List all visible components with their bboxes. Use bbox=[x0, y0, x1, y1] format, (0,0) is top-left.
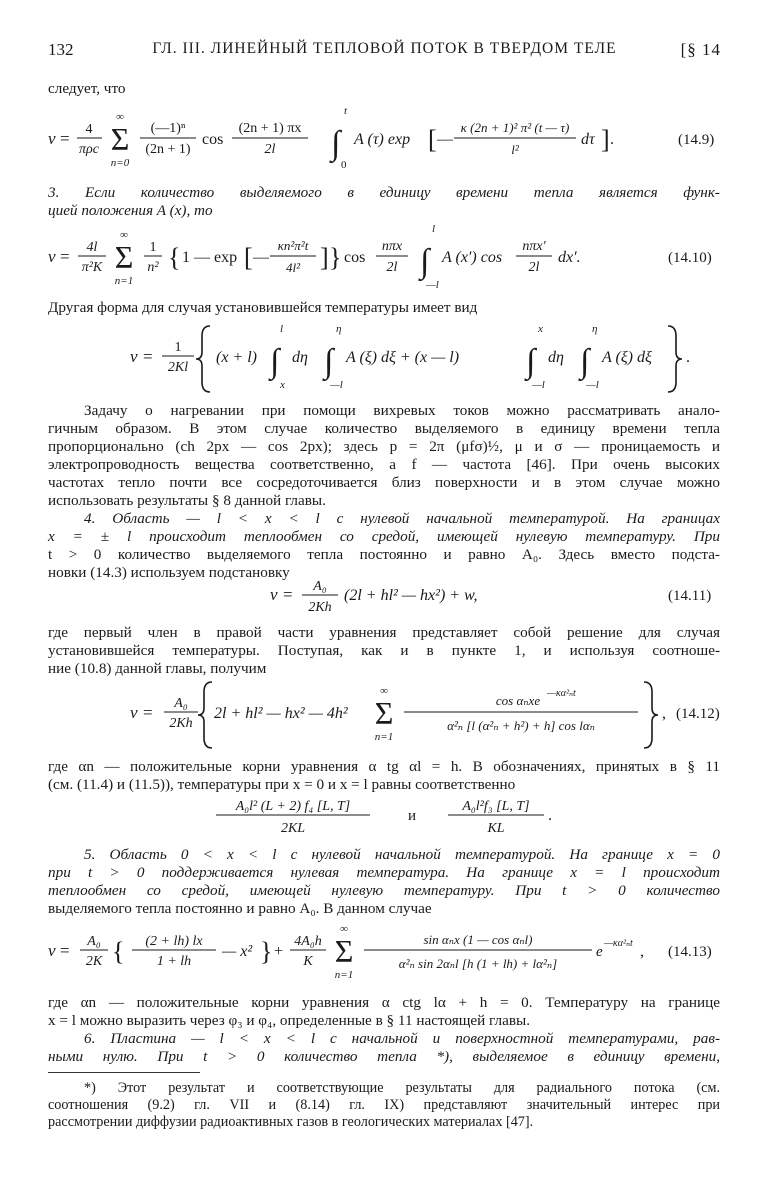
text-line bbox=[48, 864, 720, 882]
svg-text:A₀l²f₃ [L, T]: A₀l²f₃ [L, T] bbox=[462, 799, 530, 814]
equation-number: (14.12) bbox=[676, 706, 720, 722]
svg-text:(2 + lh) lx: (2 + lh) lx bbox=[145, 934, 203, 949]
footnote-line: *) Этот результат и соответствующие результаты для радиального потока (см. bbox=[84, 1080, 720, 1096]
text-line bbox=[48, 882, 720, 900]
svg-text:Σ: Σ bbox=[110, 121, 130, 157]
italic-text: 5. Область 0 < x < l с нулевой начальной температурой. На границе x = 0 bbox=[84, 846, 720, 863]
svg-text:=: = bbox=[143, 347, 153, 366]
equation-14-13 bbox=[48, 918, 720, 990]
svg-text:∫: ∫ bbox=[580, 343, 590, 380]
page-header bbox=[48, 40, 721, 66]
italic-text: теплообмен со средой, имеющей нулевую температуру. При t > 0 количество bbox=[48, 882, 720, 899]
svg-text:2l: 2l bbox=[386, 260, 398, 275]
footnote-line: рассмотрении диффузии радиоактивных газов в геологических материалах [47]. bbox=[48, 1114, 534, 1130]
svg-text:{: { bbox=[112, 937, 125, 966]
svg-text:2Kh: 2Kh bbox=[169, 716, 193, 731]
text-line bbox=[48, 846, 720, 864]
svg-text:2l: 2l bbox=[528, 260, 540, 275]
svg-text:(2n + 1): (2n + 1) bbox=[145, 142, 191, 157]
equation-number: (14.11) bbox=[668, 588, 712, 604]
svg-text:=: = bbox=[143, 703, 153, 722]
text-line: выделяемого тепла постоянно и равно A₀. В данном случае bbox=[48, 900, 432, 917]
svg-text:—l: —l bbox=[586, 379, 599, 391]
svg-text:1: 1 bbox=[149, 240, 157, 255]
svg-text:]: ] bbox=[320, 243, 329, 272]
equation-steady-state bbox=[48, 322, 720, 396]
svg-text:n²: n² bbox=[147, 260, 159, 275]
text-line: где αn — положительные корни уравнения α tg αl = h. В обозначениях, принятых в § 11 bbox=[48, 758, 720, 775]
equation-14-12 bbox=[48, 676, 720, 754]
italic-text: цией положения A (x), то bbox=[48, 202, 213, 219]
footnote-separator bbox=[48, 1072, 200, 1073]
svg-text:πρc: πρc bbox=[79, 142, 99, 157]
svg-text:,: , bbox=[662, 705, 666, 722]
svg-text:и: и bbox=[408, 808, 417, 824]
text-line bbox=[48, 510, 720, 528]
svg-text:2K: 2K bbox=[85, 954, 103, 969]
svg-text:∫: ∫ bbox=[324, 343, 334, 380]
svg-text:n=1: n=1 bbox=[114, 275, 134, 287]
svg-text:α²ₙ [l (α²ₙ + h²) + h] cos lαₙ: α²ₙ [l (α²ₙ + h²) + h] cos lαₙ bbox=[447, 718, 595, 733]
svg-text:∞: ∞ bbox=[340, 923, 348, 935]
text-line bbox=[48, 202, 720, 220]
text-line: Задачу о нагревании при помощи вихревых токов можно рассматривать анало- bbox=[84, 402, 720, 419]
svg-text:v: v bbox=[48, 129, 56, 148]
svg-text:=: = bbox=[60, 941, 70, 960]
svg-text:0: 0 bbox=[341, 159, 347, 171]
text-line: пропорционально (ch 2px — cos 2px); здесь p = 2π (μfσ)½, μ и σ — проницаемость и bbox=[48, 438, 720, 455]
svg-text:cos: cos bbox=[202, 131, 224, 148]
footnote-line: соотношения (9.2) гл. VII и (8.14) гл. IX) представляют значительный интерес при bbox=[48, 1097, 720, 1113]
svg-text:κn²π²t: κn²π²t bbox=[277, 238, 309, 253]
svg-text:2Kl: 2Kl bbox=[167, 360, 189, 375]
svg-text:A (τ) exp: A (τ) exp bbox=[354, 131, 411, 148]
svg-text:v: v bbox=[130, 703, 138, 722]
section-reference: [§ 14 bbox=[680, 40, 721, 59]
equation-boundary-temperatures bbox=[48, 794, 720, 838]
text-line bbox=[48, 528, 720, 546]
svg-text:∫: ∫ bbox=[420, 243, 430, 280]
svg-text:1 — exp: 1 — exp bbox=[182, 249, 238, 266]
text-line: установившейся температуры. Поступая, как и в пункте 1, и используя соотноше- bbox=[48, 642, 720, 659]
svg-text:{: { bbox=[168, 243, 181, 272]
italic-text: ными нулю. При t > 0 количество тепла *), выделяемое в единицу времени, bbox=[48, 1048, 720, 1065]
svg-text:A (ξ) dξ: A (ξ) dξ bbox=[602, 349, 652, 366]
text-line: x = l можно выразить через φ₃ и φ₄, определенные в § 11 настоящей главы. bbox=[48, 1012, 531, 1029]
svg-text:,: , bbox=[640, 943, 644, 960]
svg-text:}: } bbox=[329, 243, 342, 272]
svg-text:v: v bbox=[48, 247, 56, 266]
running-title: ГЛ. III. ЛИНЕЙНЫЙ ТЕПЛОВОЙ ПОТОК В ТВЕРДОМ ТЕЛЕ bbox=[152, 40, 617, 57]
italic-text: 6. Пластина — l < x < l с начальной и поверхностной температурами, рав- bbox=[84, 1030, 720, 1047]
svg-text:1 + lh: 1 + lh bbox=[156, 954, 192, 969]
svg-text:.: . bbox=[548, 807, 552, 824]
svg-text:—κα²ₙt: —κα²ₙt bbox=[604, 938, 633, 949]
text-line: использовать результаты § 8 данной главы. bbox=[48, 492, 326, 509]
svg-text:l: l bbox=[432, 223, 436, 235]
text-line: гичным образом. В этом случае количество выделяемого в единицу времени тепла bbox=[48, 420, 720, 437]
equation-number: (14.13) bbox=[668, 944, 712, 960]
svg-text:4l²: 4l² bbox=[285, 260, 301, 275]
svg-text:2Kh: 2Kh bbox=[308, 600, 332, 615]
svg-text:dτ: dτ bbox=[581, 131, 595, 148]
text-line: ние (10.8) данной главы, получим bbox=[48, 660, 267, 677]
italic-text: 3. Если количество выделяемого в единицу времени тепла является функ- bbox=[48, 184, 720, 201]
svg-text:4A₀h: 4A₀h bbox=[294, 934, 322, 949]
svg-text:n=1: n=1 bbox=[374, 731, 394, 743]
equation-14-9 bbox=[48, 104, 720, 176]
svg-text:e: e bbox=[596, 944, 603, 960]
svg-text:[: [ bbox=[428, 125, 437, 154]
svg-text:x: x bbox=[538, 323, 543, 335]
svg-text:=: = bbox=[60, 129, 70, 148]
svg-text:=: = bbox=[60, 247, 70, 266]
svg-text:+: + bbox=[274, 943, 284, 960]
svg-text:— x²: — x² bbox=[222, 943, 253, 960]
svg-text:4: 4 bbox=[85, 122, 93, 137]
svg-text:v: v bbox=[270, 585, 278, 604]
svg-text:l²: l² bbox=[511, 142, 519, 157]
svg-text:—: — bbox=[437, 131, 453, 148]
italic-text: 4. Область — l < x < l с нулевой начальной температурой. На границах bbox=[84, 510, 720, 527]
page-number: 132 bbox=[48, 40, 74, 59]
text-line: следует, что bbox=[48, 80, 126, 97]
svg-text:sin αₙx (1 — cos αₙl): sin αₙx (1 — cos αₙl) bbox=[423, 932, 533, 947]
text-line: новки (14.3) используем подстановку bbox=[48, 564, 290, 581]
svg-text:2KL: 2KL bbox=[280, 821, 306, 836]
equation-14-11 bbox=[48, 576, 720, 620]
svg-text:A₀: A₀ bbox=[174, 696, 188, 711]
svg-text:A₀: A₀ bbox=[87, 934, 101, 949]
text-line: где αn — положительные корни уравнения α ctg lα + h = 0. Температуру на границе bbox=[48, 994, 720, 1011]
italic-text: при t > 0 поддерживается нулевая температура. На границе x = l происходит bbox=[48, 864, 720, 881]
svg-text:Σ: Σ bbox=[114, 239, 134, 275]
equation-14-10 bbox=[48, 222, 720, 296]
svg-text:nπx′: nπx′ bbox=[522, 239, 546, 254]
svg-text:A₀l² (L + 2) f₄ [L, T]: A₀l² (L + 2) f₄ [L, T] bbox=[235, 799, 351, 814]
svg-text:A (ξ) dξ + (x — l): A (ξ) dξ + (x — l) bbox=[346, 349, 460, 366]
svg-text:Σ: Σ bbox=[374, 695, 394, 731]
svg-text:∫: ∫ bbox=[331, 125, 341, 162]
svg-text:dη: dη bbox=[292, 349, 308, 366]
text-line: Другая форма для случая установившейся температуры имеет вид bbox=[48, 299, 478, 316]
svg-text:.: . bbox=[610, 131, 614, 148]
text-line: частотах тепло почти все сосредоточивается близ поверхности и в этом случае можно bbox=[48, 474, 720, 491]
text-line bbox=[48, 184, 720, 202]
svg-text:x: x bbox=[280, 379, 285, 391]
svg-text:—κα²ₙt: —κα²ₙt bbox=[547, 688, 576, 699]
equation-number: (14.9) bbox=[678, 132, 715, 148]
svg-text:2l + hl² — hx² — 4h²: 2l + hl² — hx² — 4h² bbox=[214, 705, 348, 722]
text-line: электропроводность вещества соответственно, а f — частота [46]. При очень высоких bbox=[48, 456, 720, 473]
text-line bbox=[48, 1030, 720, 1048]
svg-text:v: v bbox=[48, 941, 56, 960]
svg-text:∞: ∞ bbox=[116, 111, 124, 123]
svg-text:—l: —l bbox=[532, 379, 545, 391]
svg-text:dη: dη bbox=[548, 349, 564, 366]
text-line: где первый член в правой части уравнения представляет собой решение для случая bbox=[48, 624, 720, 641]
svg-text:—: — bbox=[253, 249, 269, 266]
svg-text:—l: —l bbox=[426, 279, 439, 291]
svg-text:π²K: π²K bbox=[81, 260, 103, 275]
svg-text:1: 1 bbox=[174, 340, 182, 355]
svg-text:2l: 2l bbox=[264, 142, 276, 157]
svg-text:t: t bbox=[344, 105, 348, 117]
text-line: t > 0 количество выделяемого тепла постоянно и равно A₀. Здесь вместо подста- bbox=[48, 546, 720, 563]
svg-text:=: = bbox=[283, 585, 293, 604]
italic-text: x = ± l происходит теплообмен со средой, имеющей нулевую температуру. При bbox=[48, 528, 720, 545]
svg-text:n=1: n=1 bbox=[334, 969, 354, 981]
svg-text:v: v bbox=[130, 347, 138, 366]
svg-text:(x + l): (x + l) bbox=[216, 349, 257, 366]
equation-number: (14.10) bbox=[668, 250, 712, 266]
svg-text:A (x′) cos: A (x′) cos bbox=[442, 249, 503, 266]
svg-text:Σ: Σ bbox=[334, 933, 354, 969]
svg-text:—l: —l bbox=[330, 379, 343, 391]
svg-text:4l: 4l bbox=[86, 240, 98, 255]
svg-text:(2n + 1) πx: (2n + 1) πx bbox=[238, 121, 302, 136]
svg-text:∫: ∫ bbox=[270, 343, 280, 380]
svg-text:∞: ∞ bbox=[120, 229, 128, 241]
svg-text:KL: KL bbox=[487, 821, 505, 836]
svg-text:∫: ∫ bbox=[526, 343, 536, 380]
svg-text:η: η bbox=[336, 323, 342, 335]
svg-text:n=0: n=0 bbox=[110, 157, 130, 169]
svg-text:κ (2n + 1)² π² (t — τ): κ (2n + 1)² π² (t — τ) bbox=[460, 120, 570, 135]
svg-text:η: η bbox=[592, 323, 598, 335]
svg-text:.: . bbox=[686, 349, 690, 366]
svg-text:]: ] bbox=[601, 125, 610, 154]
svg-text:[: [ bbox=[244, 243, 253, 272]
text-line: (см. (11.4) и (11.5)), температуры при x = 0 и x = l равны соответственно bbox=[48, 776, 516, 793]
svg-text:dx′.: dx′. bbox=[558, 249, 581, 266]
text-line bbox=[48, 1048, 720, 1066]
svg-text:K: K bbox=[303, 954, 313, 969]
svg-text:A₀: A₀ bbox=[313, 579, 327, 594]
svg-text:(2l + hl² — hx²) + w,: (2l + hl² — hx²) + w, bbox=[344, 587, 478, 604]
svg-text:(—1)ⁿ: (—1)ⁿ bbox=[150, 121, 186, 136]
svg-text:cos αₙxe: cos αₙxe bbox=[495, 693, 541, 708]
svg-text:α²ₙ sin 2αₙl [h (1 + lh) + lα²: α²ₙ sin 2αₙl [h (1 + lh) + lα²ₙ] bbox=[398, 956, 558, 971]
svg-text:}: } bbox=[260, 937, 273, 966]
svg-text:∞: ∞ bbox=[380, 685, 388, 697]
svg-text:l: l bbox=[280, 323, 284, 335]
svg-text:nπx: nπx bbox=[381, 239, 403, 254]
svg-text:cos: cos bbox=[344, 249, 366, 266]
